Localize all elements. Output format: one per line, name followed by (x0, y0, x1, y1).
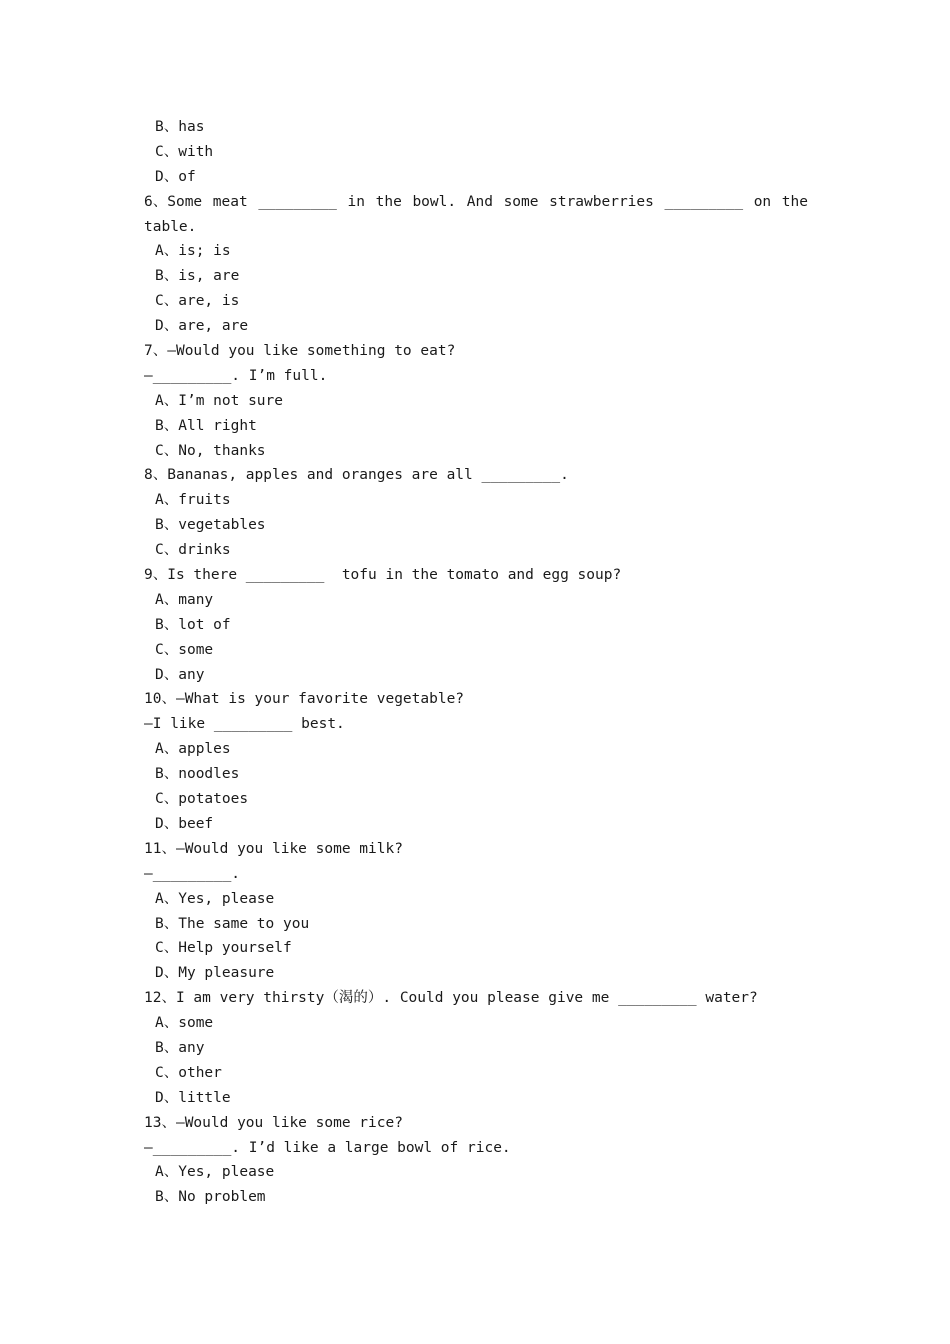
question-stem: 7、—Would you like something to eat? (144, 343, 456, 360)
stem-word: bowl. (412, 193, 457, 210)
stem-word: some (503, 193, 539, 210)
answer-blank: _________ (664, 193, 744, 210)
option-line: C、with (155, 143, 214, 160)
option-line: B、lot of (155, 616, 231, 633)
stem-word: meat (212, 193, 248, 210)
option-line: B、has (155, 119, 205, 135)
option-line: B、All right (155, 417, 257, 434)
option-line: A、some (155, 1015, 214, 1032)
question-stem: 10、—What is your favorite vegetable? (144, 691, 465, 708)
option-line: A、Yes, please (155, 1164, 275, 1181)
option-line: C、some (155, 641, 214, 658)
option-line: B、No problem (155, 1189, 266, 1206)
option-line: C、No, thanks (155, 442, 266, 459)
question-stem: —_________. I’d like a large bowl of rice. (144, 1139, 511, 1156)
option-line: A、fruits (155, 492, 231, 509)
stem-word: in (347, 193, 365, 210)
option-line: A、I’m not sure (155, 392, 283, 409)
question-stem: 12、I am very thirsty（渴的）. Could you please give me _________ water? (144, 990, 758, 1007)
option-line: A、is; is (155, 243, 231, 260)
option-line: B、The same to you (155, 915, 310, 932)
option-line: A、Yes, please (155, 890, 275, 907)
stem-word: the (781, 193, 808, 210)
question-stem: 11、—Would you like some milk? (144, 840, 403, 857)
option-line: A、apples (155, 741, 231, 758)
option-line: C、potatoes (155, 791, 249, 808)
option-line: C、Help yourself (155, 940, 292, 957)
option-line: C、other (155, 1064, 222, 1081)
option-line: D、My pleasure (155, 965, 275, 982)
option-line: C、drinks (155, 542, 231, 559)
option-line: D、any (155, 666, 205, 683)
question-6-stem (144, 190, 808, 215)
quiz-content (144, 115, 808, 1210)
option-line: D、of (155, 168, 196, 185)
option-line: D、are, are (155, 318, 249, 335)
question-stem: 13、—Would you like some rice? (144, 1114, 403, 1131)
stem-word: on (753, 193, 772, 210)
stem-word: 6、Some (144, 193, 203, 210)
question-stem: 8、Bananas, apples and oranges are all _________. (144, 467, 569, 484)
option-line: B、noodles (155, 766, 240, 783)
option-line: D、little (155, 1089, 231, 1106)
stem-word: strawberries (549, 193, 654, 210)
question-stem: —_________. I’m full. (144, 367, 328, 384)
option-line: C、are, is (155, 293, 240, 310)
question-stem: —I like _________ best. (144, 716, 345, 733)
question-stem: 9、Is there _________ tofu in the tomato and egg soup? (144, 567, 622, 584)
option-line: B、is, are (155, 268, 240, 285)
question-stem: —_________. (144, 865, 241, 882)
option-line: D、beef (155, 815, 214, 832)
answer-blank: _________ (258, 193, 337, 210)
stem-word: And (466, 193, 493, 210)
option-line: B、vegetables (155, 517, 266, 534)
stem-word: the (375, 193, 402, 210)
option-line: A、many (155, 591, 214, 608)
question-6-stem-continuation: table. (144, 218, 197, 235)
option-line: B、any (155, 1039, 205, 1056)
